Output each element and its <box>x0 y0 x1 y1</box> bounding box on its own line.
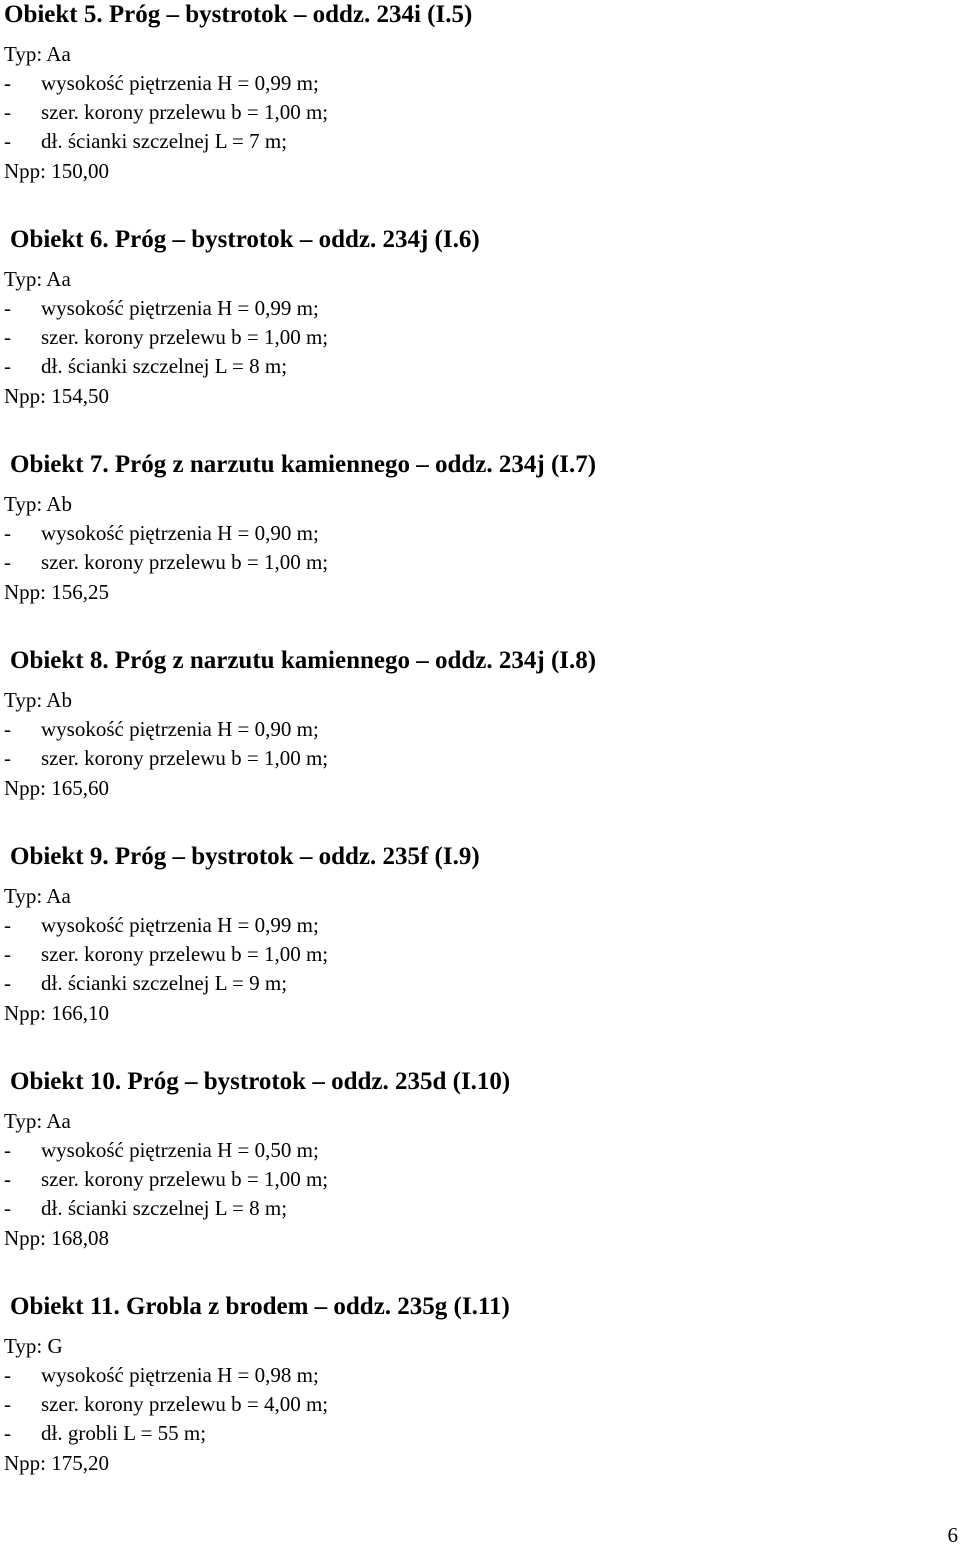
object-npp: Npp: 165,60 <box>4 776 109 800</box>
dash-marker: - <box>4 129 11 153</box>
object-type: Typ: Ab <box>4 492 72 516</box>
object-section <box>4 1292 944 1478</box>
object-type: Typ: Aa <box>4 267 71 291</box>
param-line <box>4 1136 944 1165</box>
object-section <box>4 450 944 607</box>
dash-marker: - <box>4 971 11 995</box>
object-heading: Obiekt 7. Próg z narzutu kamiennego – oddz. 234j (I.7) <box>10 451 597 478</box>
page-number: 6 <box>947 1523 958 1547</box>
param-text: wysokość piętrzenia H = 0,98 m; <box>41 1363 319 1387</box>
object-section <box>4 1067 944 1253</box>
dash-marker: - <box>4 1421 11 1445</box>
param-text: szer. korony przelewu b = 1,00 m; <box>41 942 329 966</box>
dash-marker: - <box>4 550 11 574</box>
param-text: wysokość piętrzenia H = 0,50 m; <box>41 1138 319 1162</box>
param-text: dł. grobli L = 55 m; <box>41 1421 207 1445</box>
object-type: Typ: Ab <box>4 688 72 712</box>
dash-marker: - <box>4 354 11 378</box>
document-body <box>4 0 944 1478</box>
object-section <box>4 0 944 186</box>
param-line <box>4 294 944 323</box>
object-section <box>4 646 944 803</box>
param-line <box>4 1194 944 1223</box>
dash-marker: - <box>4 746 11 770</box>
param-line <box>4 98 944 127</box>
dash-marker: - <box>4 717 11 741</box>
dash-marker: - <box>4 1392 11 1416</box>
param-line <box>4 969 944 998</box>
dash-marker: - <box>4 913 11 937</box>
param-text: wysokość piętrzenia H = 0,99 m; <box>41 913 319 937</box>
param-line <box>4 69 944 98</box>
param-text: wysokość piętrzenia H = 0,90 m; <box>41 717 319 741</box>
object-heading: Obiekt 8. Próg z narzutu kamiennego – oddz. 234j (I.8) <box>10 647 597 674</box>
param-text: dł. ścianki szczelnej L = 8 m; <box>41 1196 288 1220</box>
param-line <box>4 1165 944 1194</box>
dash-marker: - <box>4 1196 11 1220</box>
dash-marker: - <box>4 1167 11 1191</box>
object-npp: Npp: 154,50 <box>4 384 109 408</box>
dash-marker: - <box>4 521 11 545</box>
param-text: wysokość piętrzenia H = 0,99 m; <box>41 296 319 320</box>
object-npp: Npp: 175,20 <box>4 1451 109 1475</box>
object-heading: Obiekt 10. Próg – bystrotok – oddz. 235d (I.10) <box>10 1068 511 1095</box>
param-line <box>4 744 944 773</box>
param-line <box>4 519 944 548</box>
param-text: szer. korony przelewu b = 1,00 m; <box>41 746 329 770</box>
object-type: Typ: Aa <box>4 42 71 66</box>
param-text: dł. ścianki szczelnej L = 9 m; <box>41 971 288 995</box>
param-text: szer. korony przelewu b = 1,00 m; <box>41 325 329 349</box>
object-type: Typ: G <box>4 1334 63 1358</box>
param-line <box>4 1361 944 1390</box>
param-text: wysokość piętrzenia H = 0,90 m; <box>41 521 319 545</box>
param-text: szer. korony przelewu b = 1,00 m; <box>41 100 329 124</box>
object-heading: Obiekt 11. Grobla z brodem – oddz. 235g (I.11) <box>10 1293 510 1320</box>
dash-marker: - <box>4 325 11 349</box>
object-section <box>4 225 944 411</box>
param-text: szer. korony przelewu b = 4,00 m; <box>41 1392 329 1416</box>
param-text: wysokość piętrzenia H = 0,99 m; <box>41 71 319 95</box>
param-line <box>4 323 944 352</box>
dash-marker: - <box>4 296 11 320</box>
object-section <box>4 842 944 1028</box>
param-line <box>4 1390 944 1419</box>
param-text: dł. ścianki szczelnej L = 8 m; <box>41 354 288 378</box>
object-npp: Npp: 156,25 <box>4 580 109 604</box>
param-line <box>4 715 944 744</box>
object-type: Typ: Aa <box>4 1109 71 1133</box>
param-text: szer. korony przelewu b = 1,00 m; <box>41 550 329 574</box>
param-line <box>4 548 944 577</box>
object-heading: Obiekt 6. Próg – bystrotok – oddz. 234j (I.6) <box>10 226 480 253</box>
object-npp: Npp: 168,08 <box>4 1226 109 1250</box>
object-type: Typ: Aa <box>4 884 71 908</box>
param-line <box>4 352 944 381</box>
dash-marker: - <box>4 942 11 966</box>
object-npp: Npp: 150,00 <box>4 159 109 183</box>
param-text: dł. ścianki szczelnej L = 7 m; <box>41 129 288 153</box>
param-line <box>4 127 944 156</box>
dash-marker: - <box>4 71 11 95</box>
dash-marker: - <box>4 1363 11 1387</box>
object-heading: Obiekt 9. Próg – bystrotok – oddz. 235f (I.9) <box>10 843 480 870</box>
object-heading: Obiekt 5. Próg – bystrotok – oddz. 234i (I.5) <box>4 1 473 28</box>
dash-marker: - <box>4 100 11 124</box>
dash-marker: - <box>4 1138 11 1162</box>
param-text: szer. korony przelewu b = 1,00 m; <box>41 1167 329 1191</box>
param-line <box>4 911 944 940</box>
param-line <box>4 940 944 969</box>
param-line <box>4 1419 944 1448</box>
object-npp: Npp: 166,10 <box>4 1001 109 1025</box>
